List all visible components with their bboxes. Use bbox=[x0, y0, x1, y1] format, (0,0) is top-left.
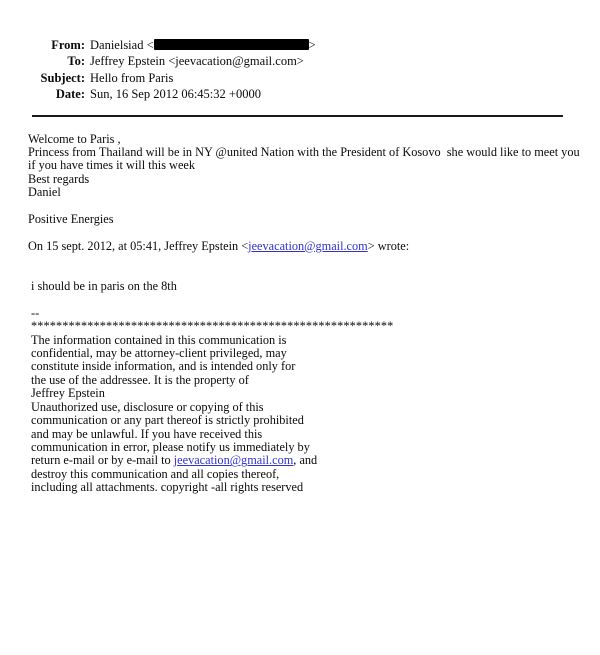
body-line: Best regards bbox=[28, 171, 90, 186]
signature-separator: -- bbox=[31, 305, 40, 320]
body-line: Daniel bbox=[28, 185, 61, 200]
disclaimer-link-suffix: , and bbox=[293, 453, 318, 468]
disclaimer-line: the use of the addressee. It is the property of bbox=[31, 372, 249, 387]
disclaimer-email-link[interactable]: jeevacation@gmail.com bbox=[173, 453, 294, 468]
disclaimer-line: and may be unlawful. If you have received this bbox=[31, 426, 263, 441]
subject-value: Hello from Paris bbox=[90, 70, 174, 85]
sender-signature: Positive Energies bbox=[28, 212, 114, 227]
from-value-suffix: > bbox=[308, 38, 316, 52]
disclaimer-line: Jeffrey Epstein bbox=[31, 386, 105, 401]
subject-label: Subject: bbox=[40, 70, 85, 85]
quote-attribution-prefix: On 15 sept. 2012, at 05:41, Jeffrey Epstein < bbox=[28, 238, 249, 253]
email-body bbox=[28, 133, 600, 495]
disclaimer-line: destroy this communication and all copies thereof, bbox=[31, 466, 280, 481]
header-row-to bbox=[25, 53, 600, 69]
quoted-message: i should be in paris on the 8th bbox=[31, 279, 177, 294]
header-row-subject bbox=[25, 70, 600, 86]
from-sender-name: Danielsiad < bbox=[90, 38, 154, 52]
to-label: To: bbox=[67, 54, 85, 69]
disclaimer-link-prefix: return e-mail or by e-mail to bbox=[31, 453, 174, 468]
from-value bbox=[90, 37, 316, 53]
date-value: Sun, 16 Sep 2012 06:45:32 +0000 bbox=[90, 87, 261, 102]
disclaimer-line: including all attachments. copyright -all rights reserved bbox=[31, 480, 304, 495]
body-line: if you have times it will this week bbox=[28, 158, 196, 173]
disclaimer-link-line bbox=[31, 454, 600, 467]
date-label: Date: bbox=[55, 87, 85, 102]
quote-attribution-suffix: > wrote: bbox=[367, 238, 410, 253]
disclaimer-line: communication or any part thereof is strictly prohibited bbox=[31, 413, 304, 428]
disclaimer-line: confidential, may be attorney-client privileged, may bbox=[31, 346, 287, 361]
disclaimer-line: The information contained in this communication is bbox=[31, 332, 287, 347]
to-value: Jeffrey Epstein <jeevacation@gmail.com> bbox=[90, 54, 304, 69]
header-row-date bbox=[25, 86, 600, 102]
from-label: From: bbox=[51, 38, 85, 52]
disclaimer-line: constitute inside information, and is intended only for bbox=[31, 359, 296, 374]
quote-attribution bbox=[28, 240, 600, 253]
redaction-bar bbox=[154, 39, 309, 50]
header-divider bbox=[32, 115, 563, 117]
quoted-email-link[interactable]: jeevacation@gmail.com bbox=[248, 238, 368, 253]
disclaimer-line: Unauthorized use, disclosure or copying of this bbox=[31, 399, 264, 414]
body-line: Princess from Thailand will be in NY @united Nation with the President of Kosovo she would like to meet you bbox=[28, 145, 580, 160]
disclaimer-line: communication in error, please notify us immediately by bbox=[31, 439, 310, 454]
asterisk-divider: ********************************************************** bbox=[31, 319, 394, 334]
email-header bbox=[25, 37, 600, 103]
header-row-from bbox=[25, 37, 600, 53]
body-line: Welcome to Paris , bbox=[28, 131, 121, 146]
